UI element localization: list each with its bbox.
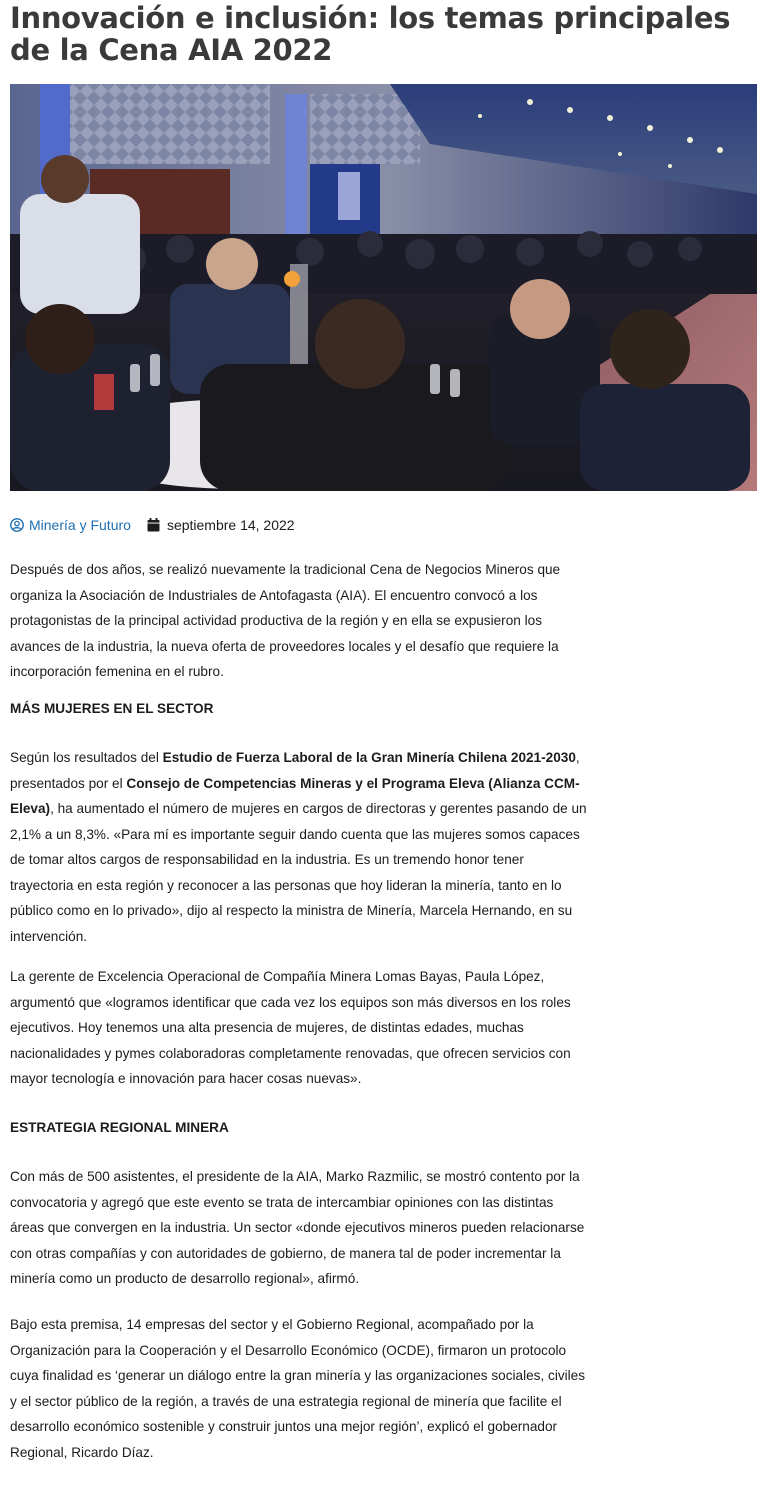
- article-title: Innovación e inclusión: los temas principales de la Cena AIA 2022: [10, 1, 731, 67]
- section-heading-mujeres: MÁS MUJERES EN EL SECTOR: [10, 701, 214, 716]
- paragraph-gerente: La gerente de Excelencia Operacional de Compañía Minera Lomas Bayas, Paula López, argumentó que «logramos identificar que cada vez los equipos son más diversos en los roles ejecutivos. Hoy tenemos una alta presencia de mujeres, de distintas edades, muchas nacionalidades y pymes colaboradoras completamente renovadas, que ofrecen servicios con mayor tecnología e innovación para hacer cosas nuevas».: [10, 969, 571, 1086]
- user-circle-icon: [10, 518, 24, 532]
- author-name: Minería y Futuro: [29, 517, 131, 533]
- text-span: Según los resultados del: [10, 750, 163, 765]
- paragraph-protocolo: Bajo esta premisa, 14 empresas del sector y el Gobierno Regional, acompañado por la Organización para la Cooperación y el Desarrollo Económico (OCDE), firmaron un protocolo cuya finalidad es ‘generar un diálogo entre la gran minería y las organizaciones sociales, civiles y el sector público de la región, a través de una estrategia regional de minería que facilite el desarrollo económico sostenible y construir juntos una mejor región’, explicó el gobernador Regional, Ricardo Díaz.: [10, 1317, 586, 1460]
- paragraph-asistentes: Con más de 500 asistentes, el presidente de la AIA, Marko Razmilic, se mostró contento por la convocatoria y agregó que este evento se trata de intercambiar opiniones con las distintas áreas que convergen en la industria. Un sector «donde ejecutivos mineros pueden relacionarse con otras compañías y con autoridades de gobierno, de manera tal de poder incrementar la minería como un producto de desarrollo regional», afirmó.: [10, 1169, 585, 1286]
- section-heading-estrategia: ESTRATEGIA REGIONAL MINERA: [10, 1120, 229, 1135]
- post-meta: [10, 515, 295, 535]
- calendar-icon: [147, 518, 160, 532]
- hero-image: [10, 84, 757, 491]
- post-date-text: septiembre 14, 2022: [166, 517, 295, 533]
- bold-text: Estudio de Fuerza Laboral de la Gran Minería Chilena 2021-2030: [162, 750, 576, 765]
- bold-text: Consejo de Competencias Mineras y el Programa Eleva (Alianza CCM-Eleva): [10, 775, 580, 816]
- paragraph-estudio: [10, 745, 590, 949]
- text-span: , presentados por el: [10, 750, 580, 791]
- author-link[interactable]: [10, 517, 131, 533]
- post-date: [147, 517, 295, 533]
- paragraph-intro: Después de dos años, se realizó nuevamente la tradicional Cena de Negocios Mineros que organiza la Asociación de Industriales de Antofagasta (AIA). El encuentro convocó a los protagonistas de la principal actividad productiva de la región y en ella se expusieron los avances de la industria, la nueva oferta de proveedores locales y el desafío que requiere la incorporación femenina en el rubro.: [10, 562, 561, 679]
- text-span: , ha aumentado el número de mujeres en cargos de directoras y gerentes pasando de un 2,1% a un 8,3%. «Para mí es importante seguir dando cuenta que las mujeres somos capaces de tomar altos cargos de responsabilidad en la industria. Es un tremendo honor tener trayectoria en esta región y reconocer a las personas que hoy lideran la minería, tanto en lo público como en lo privado», dijo al respecto la ministra de Minería, Marcela Hernando, en su intervención.: [10, 801, 587, 944]
